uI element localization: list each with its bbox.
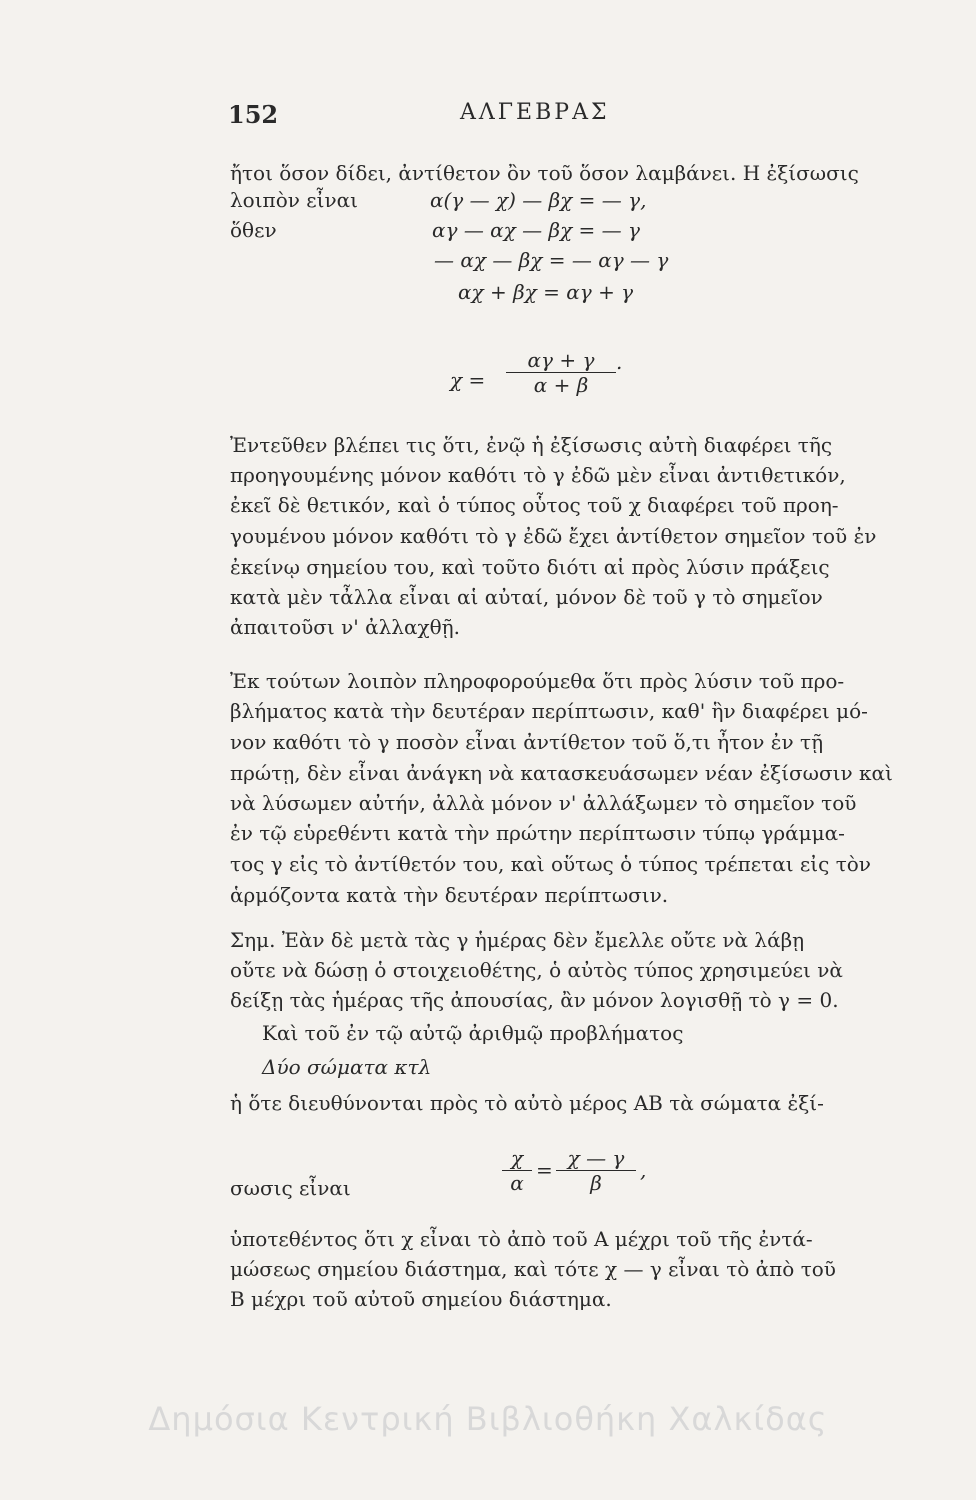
- equation-1: α(γ — χ) — βχ = — γ,: [430, 188, 647, 212]
- equation-label-2: ὅθεν: [230, 218, 277, 242]
- paragraph-3-line: ὑποτεθέντος ὅτι χ εἶναι τὸ ἀπὸ τοῦ Α μέχρι τοῦ τῆς ἐντά-: [230, 1227, 813, 1251]
- final-numerator: αγ + γ: [506, 348, 616, 373]
- final-denominator: α + β: [533, 373, 589, 397]
- paragraph-1-line: ἀπαιτοῦσι ν' ἀλλαχθῇ.: [230, 615, 460, 639]
- paragraph-1-line: Ἐντεῦθεν βλέπει τις ὅτι, ἐνῷ ἡ ἐξίσωσις αὐτὴ διαφέρει τῆς: [230, 433, 833, 457]
- intro-line: ἤτοι ὅσον δίδει, ἀντίθετον ὂν τοῦ ὅσον λαμβάνει. Η ἐξίσωσις: [230, 161, 859, 185]
- equation-5-right-denominator: β: [590, 1171, 602, 1195]
- final-fraction: [506, 348, 616, 397]
- paragraph-2-line: βλήματος κατὰ τὴν δευτέραν περίπτωσιν, καθ' ἣν διαφέρει μό-: [230, 699, 868, 723]
- note-line: Σημ. Ἐὰν δὲ μετὰ τὰς γ ἡμέρας δὲν ἔμελλε οὔτε νὰ λάβῃ: [230, 928, 805, 952]
- running-title: ΑΛΓΕΒΡΑΣ: [460, 100, 610, 125]
- final-dot: .: [616, 350, 623, 374]
- paragraph-2-line: ἁρμόζοντα κατὰ τὴν δευτέραν περίπτωσιν.: [230, 883, 669, 907]
- note-line: δείξῃ τὰς ἡμέρας τῆς ἀπουσίας, ἂν μόνον λογισθῇ τὸ γ = 0.: [230, 988, 839, 1012]
- library-watermark: Δημόσια Κεντρική Βιβλιοθήκη Χαλκίδας: [148, 1400, 828, 1438]
- paragraph-2-line: τος γ εἰς τὸ ἀντίθετόν του, καὶ οὕτως ὁ τύπος τρέπεται εἰς τὸν: [230, 852, 871, 876]
- problem-title: Δύο σώματα κτλ: [262, 1055, 432, 1079]
- final-equation-lhs: χ =: [450, 368, 486, 392]
- equation-3: — αχ — βχ = — αγ — γ: [434, 248, 669, 272]
- page-header: [228, 100, 748, 140]
- paragraph-1-line: ἐκείνῳ σημείου του, καὶ τοῦτο διότι αἱ πρὸς λύσιν πράξεις: [230, 555, 830, 579]
- equation-5-comma: ,: [640, 1158, 647, 1182]
- problem-intro: Καὶ τοῦ ἐν τῷ αὐτῷ ἀριθμῷ προβλήματος: [262, 1021, 684, 1045]
- equation-5-left-numerator: χ: [502, 1146, 532, 1171]
- equation-2: αγ — αχ — βχ = — γ: [432, 218, 640, 242]
- equation-5-label: σωσις εἶναι: [230, 1176, 351, 1200]
- equation-4: αχ + βχ = αγ + γ: [458, 280, 634, 304]
- equation-5-right-fraction: [556, 1146, 636, 1195]
- paragraph-1-line: προηγουμένης μόνον καθότι τὸ γ ἐδῶ μὲν εἶναι ἀντιθετικόν,: [230, 463, 846, 487]
- paragraph-3-line: Β μέχρι τοῦ αὐτοῦ σημείου διάστημα.: [230, 1287, 612, 1311]
- paragraph-1-line: κατὰ μὲν τἆλλα εἶναι αἱ αὐταί, μόνον δὲ τοῦ γ τὸ σημεῖον: [230, 585, 823, 609]
- paragraph-3-line: μώσεως σημείου διάστημα, καὶ τότε χ — γ εἶναι τὸ ἀπὸ τοῦ: [230, 1257, 836, 1281]
- equation-5-left-fraction: [502, 1146, 532, 1195]
- paragraph-2-line: πρώτῃ, δὲν εἶναι ἀνάγκη νὰ κατασκευάσωμεν νέαν ἐξίσωσιν καὶ: [230, 761, 893, 785]
- paragraph-2-line: νὰ λύσωμεν αὐτήν, ἀλλὰ μόνον ν' ἀλλάξωμεν τὸ σημεῖον τοῦ: [230, 791, 857, 815]
- equation-5-equals: =: [536, 1158, 553, 1182]
- paragraph-2-line: νον καθότι τὸ γ ποσὸν εἶναι ἀντίθετον τοῦ ὅ,τι ἦτον ἐν τῇ: [230, 730, 824, 754]
- paragraph-1-line: ἐκεῖ δὲ θετικόν, καὶ ὁ τύπος οὗτος τοῦ χ διαφέρει τοῦ προη-: [230, 493, 839, 517]
- page-number: 152: [228, 100, 279, 129]
- equation-label-1: λοιπὸν εἶναι: [230, 188, 358, 212]
- equation-5-left-denominator: α: [510, 1171, 524, 1195]
- paragraph-2-line: ἐν τῷ εὑρεθέντι κατὰ τὴν πρώτην περίπτωσιν τύπῳ γράμμα-: [230, 821, 845, 845]
- paragraph-1-line: γουμένου μόνον καθότι τὸ γ ἐδῶ ἔχει ἀντίθετον σημεῖον τοῦ ἐν: [230, 524, 877, 548]
- paragraph-2-line: Ἐκ τούτων λοιπὸν πληροφορούμεθα ὅτι πρὸς λύσιν τοῦ προ-: [230, 669, 845, 693]
- equation-5-right-numerator: χ — γ: [556, 1146, 636, 1171]
- note-line: οὔτε νὰ δώσῃ ὁ στοιχειοθέτης, ὁ αὐτὸς τύπος χρησιμεύει νὰ: [230, 958, 843, 982]
- paragraph-3-line: ἡ ὅτε διευθύνονται πρὸς τὸ αὐτὸ μέρος ΑΒ τὰ σώματα ἐξί-: [230, 1091, 824, 1115]
